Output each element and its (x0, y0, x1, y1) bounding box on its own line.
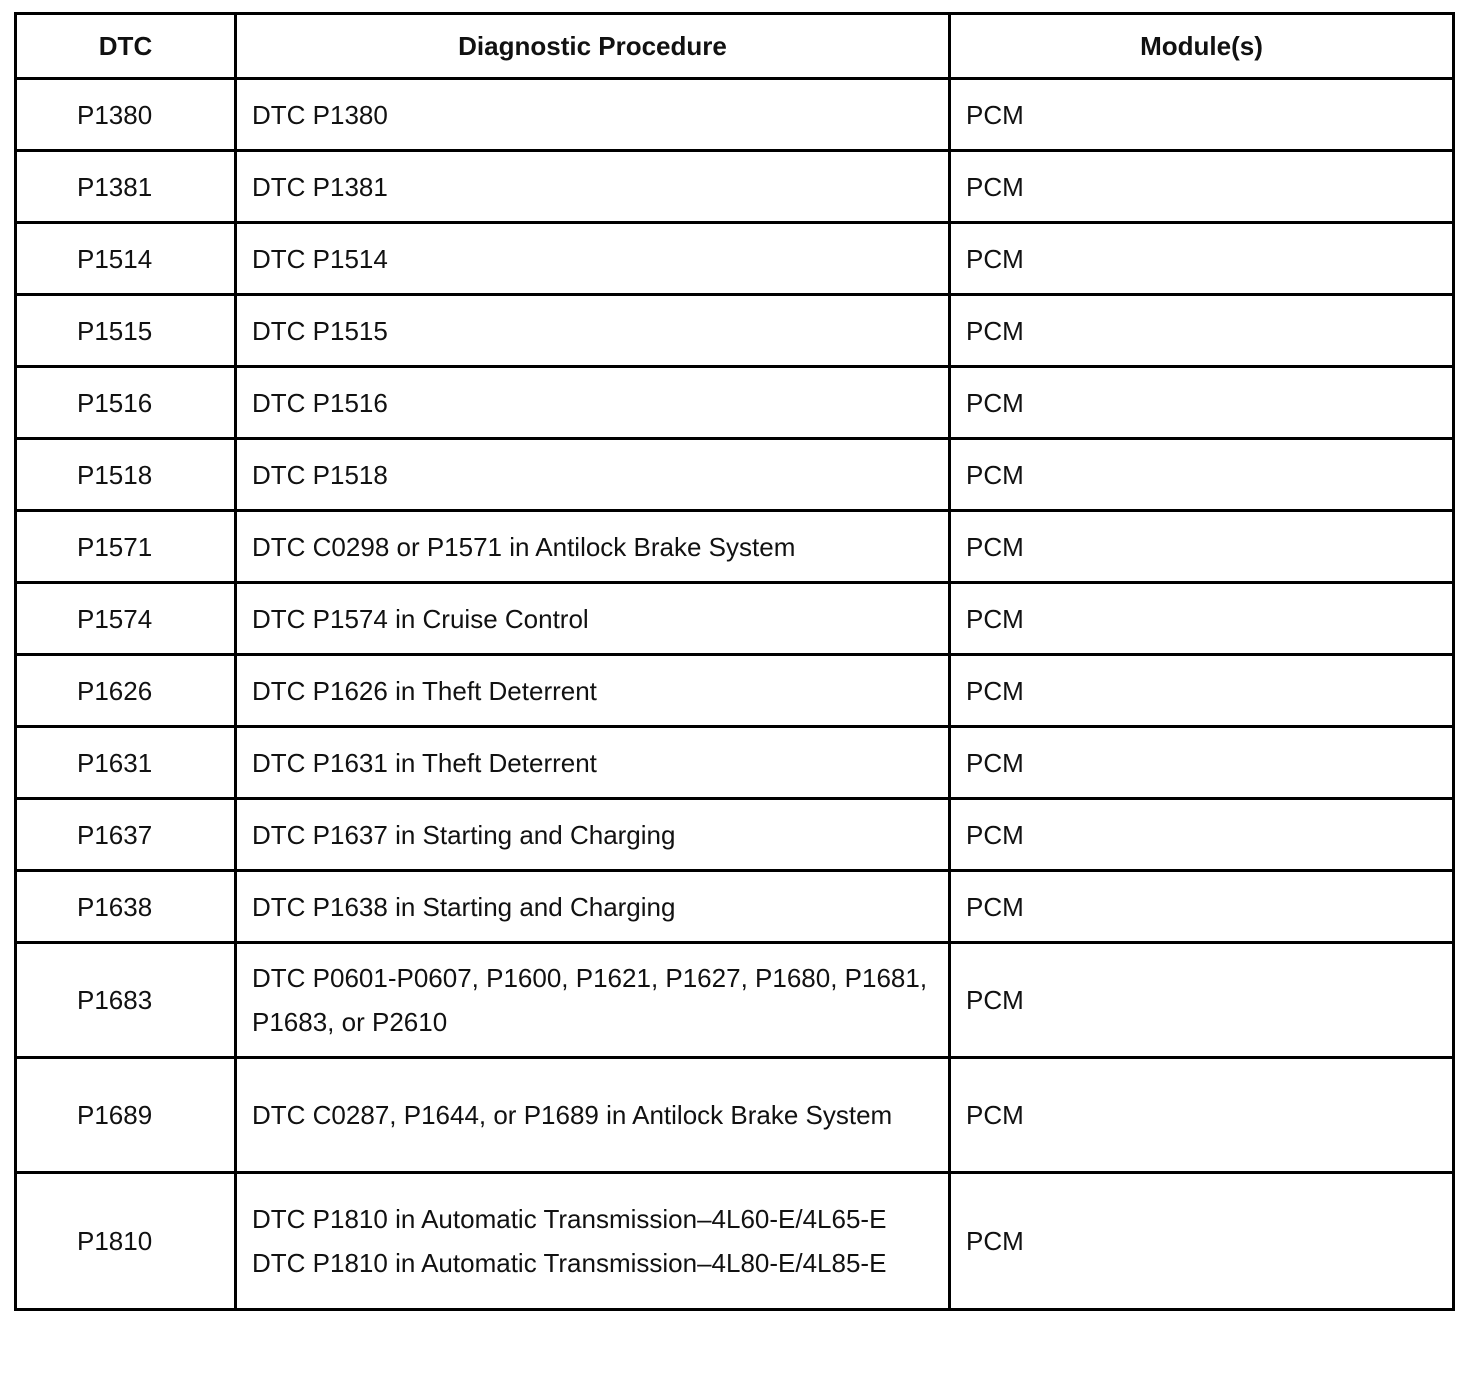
dtc-code: P1810 (16, 1173, 236, 1310)
diagnostic-procedure: DTC P1380 (236, 79, 950, 151)
module: PCM (950, 511, 1454, 583)
table-row (16, 295, 1454, 367)
module: PCM (950, 223, 1454, 295)
dtc-code: P1380 (16, 79, 236, 151)
module: PCM (950, 295, 1454, 367)
module: PCM (950, 871, 1454, 943)
module: PCM (950, 799, 1454, 871)
diagnostic-procedure: DTC P1637 in Starting and Charging (236, 799, 950, 871)
table-row (16, 367, 1454, 439)
diagnostic-procedure: DTC P1518 (236, 439, 950, 511)
table-row (16, 79, 1454, 151)
table-row (16, 511, 1454, 583)
table-row (16, 799, 1454, 871)
diagnostic-procedure: DTC P1516 (236, 367, 950, 439)
dtc-code: P1637 (16, 799, 236, 871)
dtc-code: P1626 (16, 655, 236, 727)
module: PCM (950, 727, 1454, 799)
diagnostic-procedure: DTC P1515 (236, 295, 950, 367)
diagnostic-procedure: DTC P1381 (236, 151, 950, 223)
table-row (16, 655, 1454, 727)
table-row (16, 1058, 1454, 1173)
table-row (16, 1173, 1454, 1310)
diagnostic-procedure: DTC P1574 in Cruise Control (236, 583, 950, 655)
header-diagnostic-procedure: Diagnostic Procedure (236, 14, 950, 79)
table-row (16, 223, 1454, 295)
diagnostic-procedure: DTC P1626 in Theft Deterrent (236, 655, 950, 727)
diagnostic-procedure: DTC P1638 in Starting and Charging (236, 871, 950, 943)
diagnostic-procedure: DTC C0298 or P1571 in Antilock Brake System (236, 511, 950, 583)
table-header-row (16, 14, 1454, 79)
table-row (16, 871, 1454, 943)
diagnostic-procedure: DTC P1631 in Theft Deterrent (236, 727, 950, 799)
dtc-code: P1516 (16, 367, 236, 439)
dtc-code: P1683 (16, 943, 236, 1058)
dtc-code: P1631 (16, 727, 236, 799)
module: PCM (950, 1173, 1454, 1310)
dtc-code: P1689 (16, 1058, 236, 1173)
table-row (16, 727, 1454, 799)
table-row (16, 943, 1454, 1058)
dtc-code: P1381 (16, 151, 236, 223)
table-row (16, 439, 1454, 511)
dtc-code: P1574 (16, 583, 236, 655)
module: PCM (950, 655, 1454, 727)
diagnostic-procedure: DTC P1810 in Automatic Transmission–4L60-E/4L65-E DTC P1810 in Automatic Transmission–4L80-E/4L85-E (236, 1173, 950, 1310)
dtc-code: P1638 (16, 871, 236, 943)
module: PCM (950, 151, 1454, 223)
dtc-code: P1571 (16, 511, 236, 583)
dtc-code: P1514 (16, 223, 236, 295)
table-row (16, 583, 1454, 655)
header-modules: Module(s) (950, 14, 1454, 79)
module: PCM (950, 583, 1454, 655)
module: PCM (950, 367, 1454, 439)
diagnostic-procedure: DTC P0601-P0607, P1600, P1621, P1627, P1680, P1681, P1683, or P2610 (236, 943, 950, 1058)
dtc-code: P1515 (16, 295, 236, 367)
dtc-code: P1518 (16, 439, 236, 511)
dtc-table (14, 12, 1455, 1311)
module: PCM (950, 439, 1454, 511)
diagnostic-procedure: DTC P1514 (236, 223, 950, 295)
diagnostic-procedure: DTC C0287, P1644, or P1689 in Antilock Brake System (236, 1058, 950, 1173)
module: PCM (950, 79, 1454, 151)
table-row (16, 151, 1454, 223)
module: PCM (950, 943, 1454, 1058)
header-dtc: DTC (16, 14, 236, 79)
module: PCM (950, 1058, 1454, 1173)
